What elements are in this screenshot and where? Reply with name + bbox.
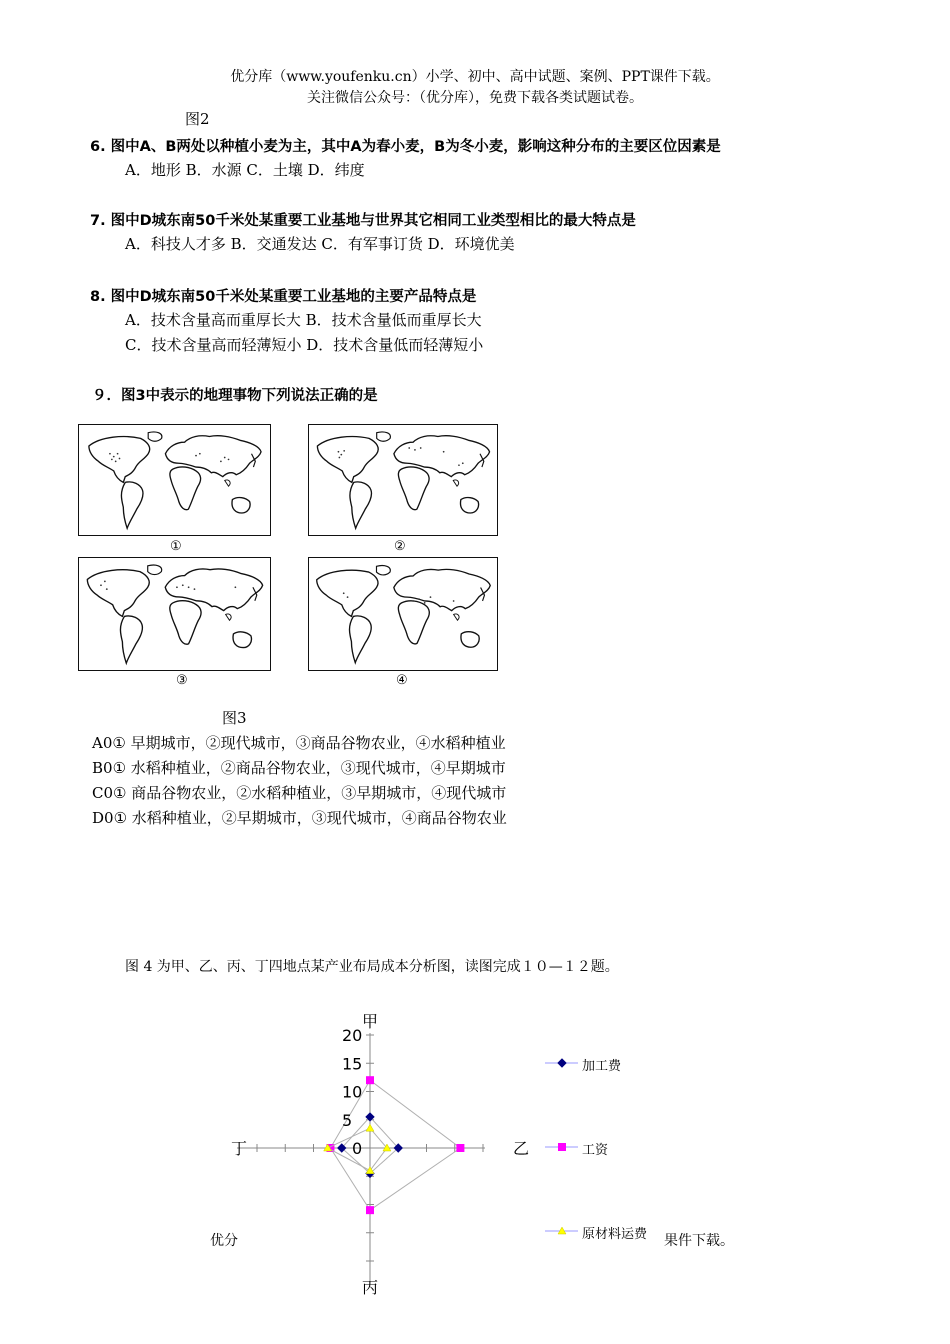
question-9-option-b: B0① 水稻种植业，②商品谷物农业，③现代城市，④早期城市 — [92, 759, 506, 777]
footer-right-fragment: 果件下载。 — [664, 1233, 734, 1249]
radar-axis-label-2: 丙 — [362, 1278, 379, 1297]
header-line-2: 关注微信公众号：（优分库），免费下载各类试题试卷。 — [307, 90, 643, 106]
radar-point-1-1 — [457, 1145, 464, 1152]
radar-axis-label-0: 甲 — [362, 1012, 379, 1031]
radar-point-2-0 — [366, 1124, 374, 1131]
question-6: 6. 图中A、B两处以种植小麦为主，其中A为春小麦，B为冬小麦，影响这种分布的主要区位因素是 — [90, 139, 721, 155]
footer-left-fragment: 优分 — [210, 1233, 238, 1249]
question-8: 8. 图中D城东南50千米处某重要工业基地的主要产品特点是 — [90, 289, 477, 305]
question-6-options: A．地形 B．水源 C．土壤 D．纬度 — [125, 161, 365, 179]
radar-axis-label-3: 丁 — [231, 1139, 248, 1158]
fig4-intro: 图 4 为甲、乙、丙、丁四地点某产业布局成本分析图，读图完成１０—１２题。 — [125, 959, 619, 975]
legend-label-wages: 工资 — [582, 1143, 609, 1158]
radar-tick-label: 10 — [342, 1082, 363, 1102]
radar-tick-label: 0 — [352, 1139, 363, 1158]
header-line-1: 优分库（www.youfenku.cn）小学、初中、高中试题、案例、PPT课件下载。 — [230, 69, 720, 85]
question-8-option-cd: C．技术含量高而轻薄短小 D．技术含量低而轻薄短小 — [125, 336, 484, 354]
question-9: ９．图3中表示的地理事物下列说法正确的是 — [92, 388, 378, 404]
question-9-option-a: A0① 早期城市，②现代城市，③商品谷物农业，④水稻种植业 — [92, 734, 506, 752]
map-3-label: ③ — [176, 673, 188, 688]
question-9-option-c: C0① 商品谷物农业，②水稻种植业，③早期城市，④现代城市 — [92, 784, 507, 802]
radar-tick-label: 15 — [342, 1054, 363, 1074]
map-4-label: ④ — [396, 673, 408, 688]
legend-marker-0 — [558, 1059, 566, 1067]
legend-label-material-freight: 原材料运费 — [582, 1227, 648, 1242]
map-1-label: ① — [170, 539, 182, 554]
radar-point-1-2 — [367, 1207, 374, 1214]
fig2-caption: 图2 — [185, 110, 210, 128]
radar-tick-label: 20 — [342, 1026, 363, 1045]
question-9-option-d: D0① 水稻种植业，②早期城市，③现代城市，④商品谷物农业 — [92, 809, 507, 827]
legend-label-processing: 加工费 — [582, 1059, 622, 1074]
legend-marker-1 — [559, 1144, 566, 1151]
radar-tick-label: 5 — [342, 1110, 353, 1130]
fig3-caption: 图3 — [222, 709, 247, 727]
question-7-options: A．科技人才多 B．交通发达 C．有军事订货 D．环境优美 — [125, 235, 515, 253]
question-8-option-ab: A．技术含量高而重厚长大 B．技术含量低而重厚长大 — [125, 311, 482, 329]
question-7: 7. 图中D城东南50千米处某重要工业基地与世界其它相同工业类型相比的最大特点是 — [90, 213, 636, 229]
radar-point-1-0 — [367, 1077, 374, 1084]
radar-axis-label-1: 乙 — [513, 1139, 530, 1158]
map-2-label: ② — [394, 539, 406, 554]
